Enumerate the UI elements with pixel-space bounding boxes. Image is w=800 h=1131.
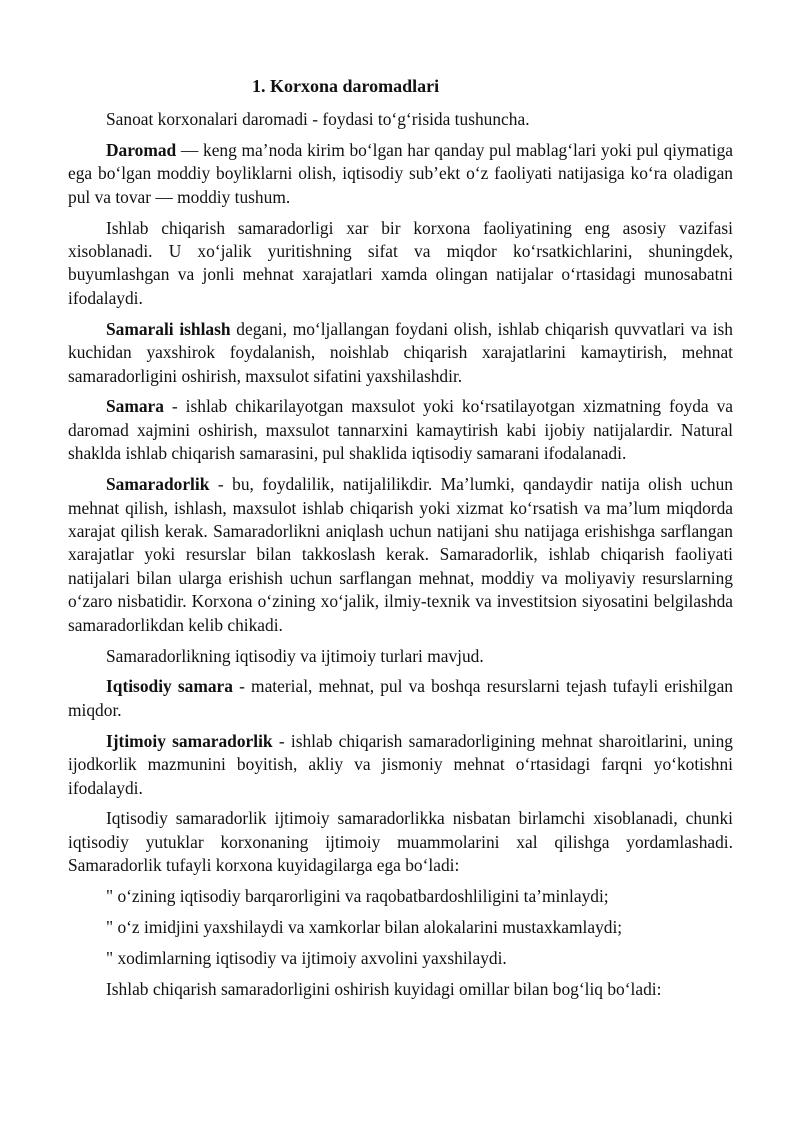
paragraph-text: - material, mehnat, pul va boshqa resurslarni tejash tufayli erishilgan miqdor. — [68, 676, 733, 720]
list-item-text: " o‘z imidjini yaxshilaydi va xamkorlar bilan alokalarini mustaxkamlaydi; — [106, 917, 623, 938]
term-daromad: Daromad — [106, 139, 177, 160]
paragraph-text: Samaradorlikning iqtisodiy va ijtimoiy turlari mavjud. — [106, 645, 484, 666]
list-item-text: " o‘zining iqtisodiy barqarorligini va raqobatbardoshliligini ta’minlaydi; — [106, 886, 609, 907]
paragraph-text: Sanoat korxonalari daromadi - foydasi to‘g‘risida tushuncha. — [106, 109, 530, 129]
list-item-xodimlar — [68, 947, 733, 970]
paragraph-samara — [68, 395, 733, 465]
term-ijtimoiy-samaradorlik: Ijtimoiy samaradorlik — [106, 730, 273, 751]
list-item-barqarorlik — [68, 885, 733, 908]
document-page — [68, 74, 733, 1009]
paragraph-text: — keng ma’noda kirim bo‘lgan har qanday pul mablag‘lari yoki pul qiymatiga ega bo‘lgan moddiy boyliklarni olish, iqtisodiy sub’ekt o‘z faoliyati natijasiga ko‘ra oladigan pul va tovar — moddiy tushum. — [68, 139, 733, 207]
paragraph-omillar — [68, 978, 733, 1001]
paragraph-text: - bu, foydalilik, natijalilikdir. Ma’lumki, qandaydir natija olish uchun mehnat qilish, ishlash, maxsulot ishlab chiqarish yoki xizmat ko‘rsatish va ma’lum miqdorda xarajat qilish kerak. Samaradorlikni aniqlash uchun natijani shu natijaga erishishga sarflangan xarajatlar yoki resurslar bilan takkoslash kerak. Samaradorlik, ishlab chiqarish faoliyati natijalari bilan ularga erishish uchun sarflangan mehnat, moddiy va moliyaviy resurslarning o‘zaro nisbatidir. Korxona o‘zining xo‘jalik, ilmiy-texnik va investitsion siyosatini belgilashda samaradorlikdan kelib chikadi. — [68, 474, 733, 635]
term-samaradorlik: Samaradorlik — [106, 474, 210, 495]
section-title: 1. Korxona daromadlari — [252, 76, 440, 96]
paragraph-text: - ishlab chiqarish samaradorligining mehnat sharoitlarini, uning ijodkorlik mazmunini boyitish, akliy va jismoniy mehnat o‘rtasidagi farqni yo‘kotishni ifodalaydi. — [68, 730, 733, 798]
paragraph-text: Iqtisodiy samaradorlik ijtimoiy samaradorlikka nisbatan birlamchi xisoblanadi, chunki iqtisodiy yutuklar korxonaning ijtimoiy muammolarini xal qilishga yordamlashadi. Samaradorlik tufayli korxona kuyidagilarga ega bo‘ladi: — [68, 808, 733, 876]
list-item-imidj — [68, 916, 733, 939]
term-samarali-ishlash: Samarali ishlash — [106, 318, 231, 339]
paragraph-turlari — [68, 645, 733, 668]
paragraph-iqtisodiy-samara — [68, 675, 733, 722]
paragraph-intro — [68, 108, 733, 131]
paragraph-daromad — [68, 139, 733, 209]
list-item-text: " xodimlarning iqtisodiy va ijtimoiy axvolini yaxshilaydi. — [106, 948, 507, 968]
paragraph-birlamchi — [68, 807, 733, 877]
paragraph-ishlab-chiqarish — [68, 217, 733, 311]
paragraph-text: Ishlab chiqarish samaradorligi xar bir korxona faoliyatining eng asosiy vazifasi xisoblanadi. U xo‘jalik yuritishning sifat va miqdor ko‘rsatkichlarini, shuningdek, buyumlashgan va jonli mehnat xarajatlari xamda olingan natijalar o‘rtasidagi munosabatni ifodalaydi. — [68, 217, 733, 308]
paragraph-samaradorlik — [68, 473, 733, 637]
paragraph-text: degani, mo‘ljallangan foydani olish, ishlab chiqarish quvvatlari va ish kuchidan yaxshirok foydalanish, noishlab chiqarish xarajatlarini kamaytirish, mehnat samaradorligini oshirish, maxsulot sifatini yaxshilashdir. — [68, 318, 733, 386]
paragraph-ijtimoiy-samaradorlik — [68, 730, 733, 800]
paragraph-text: - ishlab chikarilayotgan maxsulot yoki ko‘rsatilayotgan xizmatning foyda va daromad xajmini oshirish, maxsulot tannarxini kamaytirish kabi ijobiy natijalardir. Natural shaklda ishlab chiqarish samarasini, pul shaklida iqtisodiy samarani ifodalanadi. — [68, 396, 733, 464]
paragraph-text: Ishlab chiqarish samaradorligini oshirish kuyidagi omillar bilan bog‘liq bo‘ladi: — [106, 978, 662, 999]
term-samara: Samara — [106, 396, 164, 417]
paragraph-samarali-ishlash — [68, 318, 733, 388]
term-iqtisodiy-samara: Iqtisodiy samara — [106, 676, 233, 697]
